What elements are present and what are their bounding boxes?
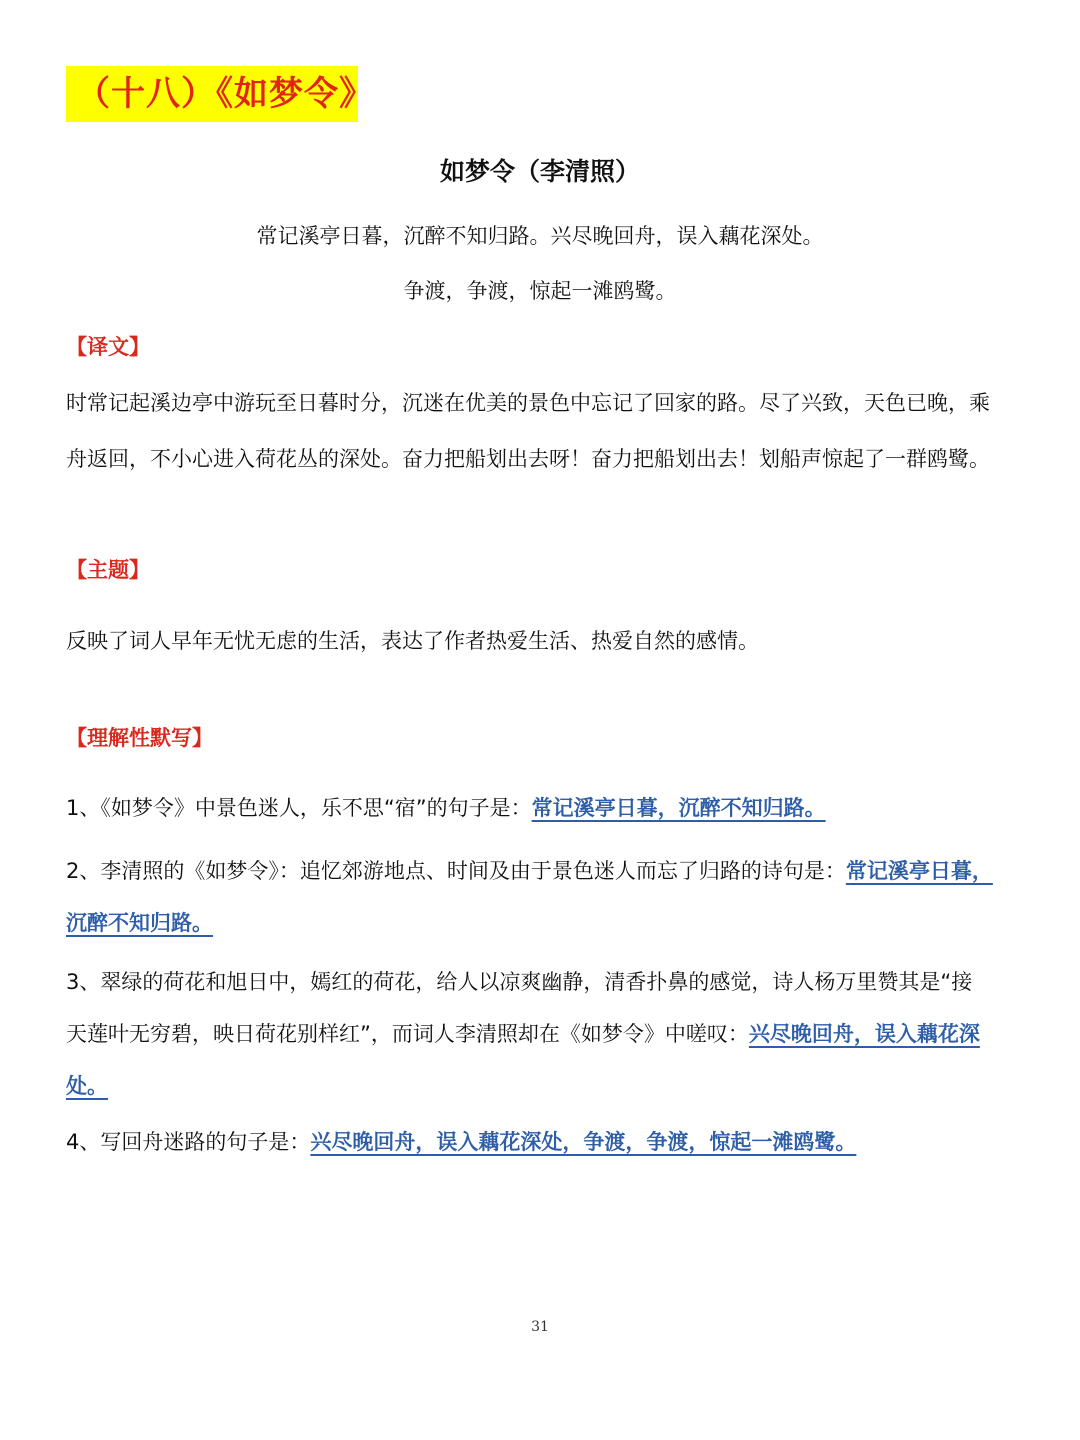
dictation-heading: 【理解性默写】 [66,726,213,750]
question-3-prompt-line-2: 天莲叶无穷碧，映日荷花别样红”，而词人李清照却在《如梦令》中嗟叹： [66,1022,749,1046]
dictation-question-3 [66,956,1018,1112]
section-title-badge: （十八）《如梦令》 [66,66,358,122]
translation-paragraph [66,375,1018,487]
theme-heading: 【主题】 [66,558,150,582]
question-4-answer: 兴尽晚回舟，误入藕花深处，争渡，争渡，惊起一滩鸥鹭。 [310,1130,857,1154]
translation-line-2: 舟返回，不小心进入荷花丛的深处。奋力把船划出去呀！奋力把船划出去！划船声惊起了一群鸥鹭。 [66,447,990,471]
dictation-question-1 [66,782,1018,834]
question-3-prompt-line-1: 3、翠绿的荷花和旭日中，嫣红的荷花，给人以凉爽幽静，清香扑鼻的感觉，诗人杨万里赞其是“接 [66,970,973,994]
theme-text: 反映了词人早年无忧无虑的生活，表达了作者热爱生活、热爱自然的感情。 [66,629,759,653]
page-number: 31 [531,1319,549,1335]
question-3-answer-part2: 处。 [66,1074,108,1098]
dictation-question-4 [66,1116,1018,1168]
question-4-prompt: 4、写回舟迷路的句子是： [66,1130,311,1154]
dictation-question-2 [66,845,1018,949]
poem-line-2: 争渡，争渡，惊起一滩鸥鹭。 [403,279,677,303]
translation-line-1: 时常记起溪边亭中游玩至日暮时分，沉迷在优美的景色中忘记了回家的路。尽了兴致，天色已晚，乘 [66,391,990,415]
question-2-answer-part2: 沉醉不知归路。 [66,911,213,935]
question-2-answer-part1: 常记溪亭日暮， [845,859,993,883]
question-1-answer: 常记溪亭日暮，沉醉不知归路。 [531,796,826,820]
question-1-prompt: 1、《如梦令》中景色迷人，乐不思“宿”的句子是： [66,796,532,820]
poem-line-1: 常记溪亭日暮，沉醉不知归路。兴尽晚回舟，误入藕花深处。 [256,224,824,248]
question-2-prompt: 2、李清照的《如梦令》：追忆郊游地点、时间及由于景色迷人而忘了归路的诗句是： [66,859,846,883]
translation-heading: 【译文】 [66,335,150,359]
question-3-answer-part1: 兴尽晚回舟，误入藕花深 [748,1022,980,1046]
poem-title: 如梦令（李清照） [439,157,640,186]
